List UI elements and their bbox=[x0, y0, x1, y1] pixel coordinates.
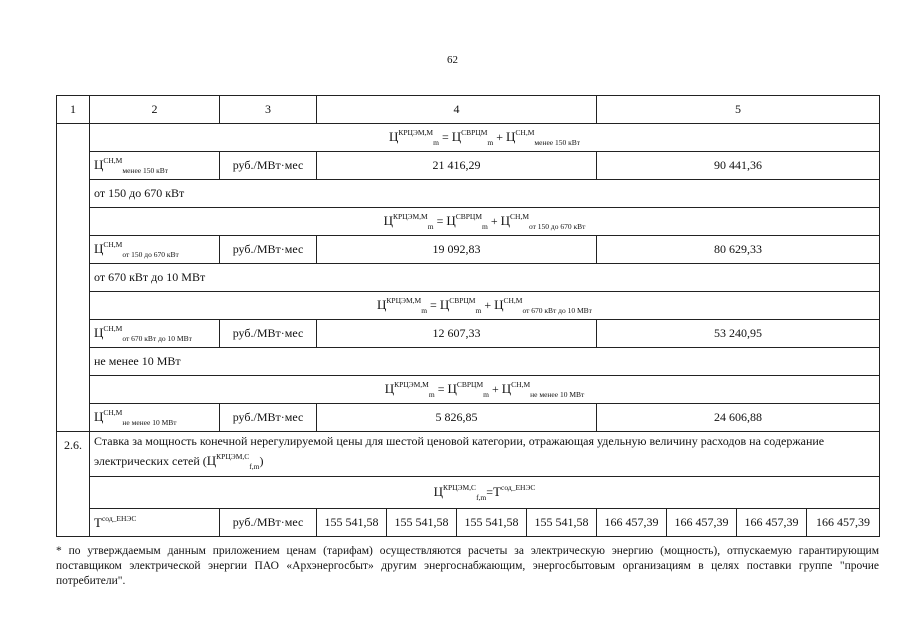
value-col-4: 21 416,29 bbox=[317, 152, 597, 180]
header-col-3: 3 bbox=[220, 96, 317, 124]
formula-row bbox=[57, 208, 880, 236]
value-cell: 166 457,39 bbox=[807, 509, 880, 537]
header-col-5: 5 bbox=[597, 96, 880, 124]
unit-cell: руб./МВт·мес bbox=[220, 509, 317, 537]
header-col-2: 2 bbox=[90, 96, 220, 124]
section-number: 2.6. bbox=[57, 432, 90, 537]
section-title: не менее 10 МВт bbox=[90, 348, 880, 376]
table-row bbox=[57, 152, 880, 180]
value-col-5: 80 629,33 bbox=[597, 236, 880, 264]
header-col-4: 4 bbox=[317, 96, 597, 124]
value-col-5: 53 240,95 bbox=[597, 320, 880, 348]
formula-row bbox=[57, 124, 880, 152]
value-cell: 155 541,58 bbox=[317, 509, 387, 537]
header-row bbox=[57, 96, 880, 124]
value-col-5: 90 441,36 bbox=[597, 152, 880, 180]
table-row bbox=[57, 404, 880, 432]
value-cell: 166 457,39 bbox=[667, 509, 737, 537]
formula: $Ц^{КРЦЭМ,М}_m = Ц^{СВРЦМ}_m + Ц^{СН,М}_{от 670 кВт до 10 МВт}$ bbox=[90, 292, 880, 320]
section-title-row bbox=[57, 264, 880, 292]
footnote: * по утверждаемым данным приложением ценам (тарифам) осуществляются расчеты за электрическую энергию (мощность), отпускаемую гарантирующим поставщиком электрической энергии ПАО «Архэнергосбыт» другим энергоснабжающим, энергосбытовым организациям в целях поставки группе "прочие потребители". bbox=[56, 545, 879, 587]
section-title-row bbox=[57, 348, 880, 376]
tariff-table bbox=[56, 95, 880, 537]
value-col-4: 19 092,83 bbox=[317, 236, 597, 264]
row-number-cell bbox=[57, 124, 90, 432]
symbol-cell: $Ц^{СН,М}_{от 150 до 670 кВт}$ bbox=[90, 236, 220, 264]
formula: $Ц^{КРЦЭМ,М}_m = Ц^{СВРЦМ}_m + Ц^{СН,М}_{от 150 до 670 кВт}$ bbox=[90, 208, 880, 236]
unit-cell: руб./МВт·мес bbox=[220, 152, 317, 180]
value-col-4: 12 607,33 bbox=[317, 320, 597, 348]
formula: $Ц^{КРЦЭМ,М}_m = Ц^{СВРЦМ}_m + Ц^{СН,М}_{менее 150 кВт}$ bbox=[90, 124, 880, 152]
unit-cell: руб./МВт·мес bbox=[220, 404, 317, 432]
table-row bbox=[57, 236, 880, 264]
table-row bbox=[57, 509, 880, 537]
symbol-cell: $Т^{сод\_ЕНЭС}$ bbox=[90, 509, 220, 537]
symbol-cell: $Ц^{СН,М}_{не менее 10 МВт}$ bbox=[90, 404, 220, 432]
page-number: 62 bbox=[447, 54, 458, 66]
value-cell: 166 457,39 bbox=[737, 509, 807, 537]
formula-row bbox=[57, 477, 880, 509]
section-description: Ставка за мощность конечной нерегулируемой цены для шестой ценовой категории, отражающая удельную величину расходов на содержание электрических сетей $(Ц^{КРЦЭМ,С}_{f,m})$ bbox=[90, 432, 880, 477]
formula: $Ц^{КРЦЭМ,М}_m = Ц^{СВРЦМ}_m + Ц^{СН,М}_{не менее 10 МВт}$ bbox=[90, 376, 880, 404]
formula-row bbox=[57, 376, 880, 404]
table-row bbox=[57, 320, 880, 348]
value-cell: 155 541,58 bbox=[457, 509, 527, 537]
header-col-1: 1 bbox=[57, 96, 90, 124]
section-title-row bbox=[57, 180, 880, 208]
section-title: от 670 кВт до 10 МВт bbox=[90, 264, 880, 292]
value-cell: 155 541,58 bbox=[527, 509, 597, 537]
formula: $Ц^{КРЦЭМ,С}_{f,m}=Т^{сод\_ЕНЭС}$ bbox=[90, 477, 880, 509]
unit-cell: руб./МВт·мес bbox=[220, 236, 317, 264]
unit-cell: руб./МВт·мес bbox=[220, 320, 317, 348]
symbol-cell: $Ц^{СН,М}_{от 670 кВт до 10 МВт}$ bbox=[90, 320, 220, 348]
value-col-4: 5 826,85 bbox=[317, 404, 597, 432]
symbol-cell: $Ц^{СН,М}_{менее 150 кВт}$ bbox=[90, 152, 220, 180]
section-2-6-row bbox=[57, 432, 880, 477]
value-cell: 166 457,39 bbox=[597, 509, 667, 537]
section-title: от 150 до 670 кВт bbox=[90, 180, 880, 208]
formula-row bbox=[57, 292, 880, 320]
value-col-5: 24 606,88 bbox=[597, 404, 880, 432]
value-cell: 155 541,58 bbox=[387, 509, 457, 537]
